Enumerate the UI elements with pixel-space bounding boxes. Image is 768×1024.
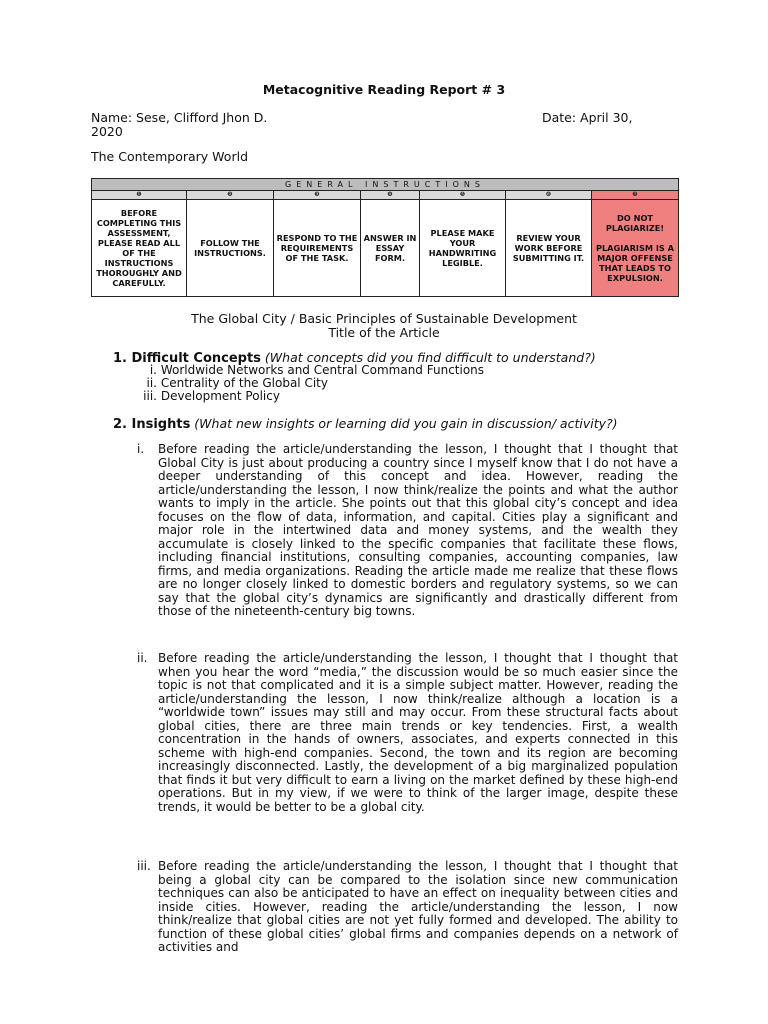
instruction-number: ❺ [420,191,506,200]
instruction-item: FOLLOW THE INSTRUCTIONS. [187,200,274,297]
section-heading: 2. Insights [113,417,191,432]
instruction-number: ❻ [506,191,592,200]
instruction-number: ❶ [92,191,187,200]
instruction-number: ❼ [592,191,679,200]
list-item: i. Worldwide Networks and Central Command Functions [149,363,485,377]
insight-paragraph: ii. Before reading the article/understanding the lesson, I thought that I thought that when you hear the word “media,” the discussion would be so much easier since the topic is not that complicated and it is a simple subject matter. However, reading the article/understanding the lesson, I now think/realize although a location is a “worldwide town” issues may still and may occur. From these structural facts about global cities, there are three main trends or key tendencies. First, a wealth concentration in the hands of owners, associates, and experts connected in this scheme with high-end companies. Second, the town and its region are becoming increasingly disconnected. Lastly, the development of a big marginalized population that finds it but very difficult to earn a living on the market defined by these high-end operations. But in my view, if we were to think of the larger image, despite these trends, it would be better to be a global city. [137,651,678,814]
instructions-heading: GENERAL INSTRUCTIONS [92,179,679,191]
plagiarism-warning-a: DO NOT PLAGIARIZE! [605,213,665,233]
student-name: Name: Sese, Clifford Jhon D. [91,110,268,125]
instruction-item: BEFORE COMPLETING THIS ASSESSMENT, PLEASE READ ALL OF THE INSTRUCTIONS THOROUGHLY AND CAREFULLY. [92,200,187,297]
report-year: 2020 [91,124,123,139]
plagiarism-warning [592,200,679,297]
instruction-number: ❸ [274,191,361,200]
article-title: The Global City / Basic Principles of Sustainable Development [191,311,577,326]
concept-list [133,364,484,403]
plagiarism-warning-b: PLAGIARISM IS A MAJOR OFFENSE THAT LEADS TO EXPULSION. [595,243,675,283]
section-insights [113,416,618,432]
insight-paragraph: i. Before reading the article/understanding the lesson, I thought that I thought that Global City is just about producing a country since I myself know that I do not have a deeper understanding of this concept and idea. However, reading the article/understanding the lesson, I now think/realize the points and what the author wants to imply in the article. She points out that this global city’s concept and idea focuses on the flow of data, information, and capital. Cities play a significant and major role in the intertwined data and money systems, and the wealth they accumulate is closely linked to the specific companies that facilitate these flows, including financial institutions, consulting companies, accounting companies, law firms, and media organizations. Reading the article made me realize that these flows are no longer closely linked to domestic borders and regulatory systems, so we can say that the global city’s dynamics are significantly and drastically different from those of the nineteenth-century big towns. [137,442,678,618]
general-instructions-table [91,178,679,297]
course-name: The Contemporary World [91,149,249,164]
article-caption: Title of the Article [328,325,440,340]
instruction-number: ❹ [361,191,420,200]
instruction-item: REVIEW YOUR WORK BEFORE SUBMITTING IT. [506,200,592,297]
insight-paragraph: iii. Before reading the article/understanding the lesson, I thought that I thought that being a global city can be compared to the isolation since new communication techniques can also be anticipated to have an effect on inequality between cities and inside cities. However, reading the article/understanding the lesson, I now think/realize that global cities are not yet fully formed and developed. The ability to function of these global cities’ global firms and companies depends on a network of activities and [137,859,678,954]
section-question: (What concepts did you find difficult to understand?) [264,350,596,365]
instruction-item: PLEASE MAKE YOUR HANDWRITING LEGIBLE. [420,200,506,297]
instruction-number: ❷ [187,191,274,200]
list-item: ii. Centrality of the Global City [146,376,328,390]
report-date: Date: April 30, [542,110,633,125]
instruction-item: ANSWER IN ESSAY FORM. [361,200,420,297]
report-title: Metacognitive Reading Report # 3 [262,82,506,97]
instruction-item: RESPOND TO THE REQUIREMENTS OF THE TASK. [274,200,361,297]
section-question: (What new insights or learning did you gain in discussion/ activity?) [194,416,618,431]
section-heading: 1. Difficult Concepts [113,351,261,366]
list-item: iii. Development Policy [143,389,280,403]
article-heading [0,312,768,340]
